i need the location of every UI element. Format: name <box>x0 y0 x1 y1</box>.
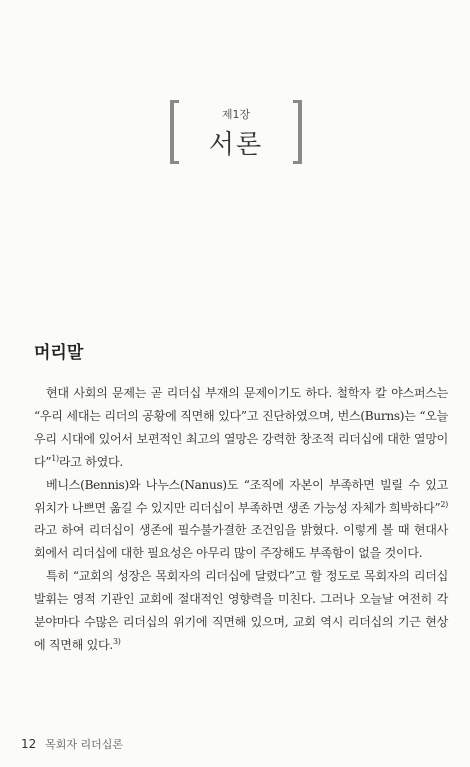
paragraph <box>34 382 448 474</box>
footnote-marker: 3) <box>112 636 121 646</box>
page-number: 12 <box>21 737 37 751</box>
text-run: 라고 하였다. <box>58 454 123 469</box>
footnote-marker: 2) <box>440 499 448 509</box>
running-title: 목회자 리더십론 <box>45 738 123 751</box>
text-run: 라고 하여 리더십이 생존에 필수불가결한 조건임을 밝혔다. 이렇게 볼 때 현대사회에서 리더십에 대한 필요성은 아무리 많이 주장해도 부족함이 없을 것이다. <box>34 523 448 561</box>
section-heading: 머리말 <box>34 343 84 363</box>
text-run: 베니스(Bennis)와 나누스(Nanus)도 “조직에 자본이 부족하면 빌릴 수 있고 위치가 나쁘면 옮길 수 있지만 리더십이 부족하면 생존 가능성 자체가 희박하다” <box>34 477 448 515</box>
footnote-marker: 1) <box>51 453 59 463</box>
page-footer <box>21 736 123 752</box>
chapter-number: 제1장 <box>221 108 251 121</box>
chapter-title: 서론 <box>208 130 264 160</box>
paragraph <box>34 474 448 566</box>
text-run: 현대 사회의 문제는 곧 리더십 부재의 문제이기도 하다. 철학자 칼 야스퍼스는 “우리 세대는 리더의 공황에 직면해 있다”고 진단하였으며, 번스(Burns)는 “오늘 우리 시대에 있어서 보편적인 최고의 열망은 강력한 창조적 리더십에 대한 열망이다” <box>34 386 448 469</box>
body-text <box>34 382 448 657</box>
paragraph <box>34 565 448 657</box>
chapter-header <box>170 100 302 164</box>
text-run: 특히 “교회의 성장은 목회자의 리더십에 달렸다”고 할 정도로 목회자의 리더십 발휘는 영적 기관인 교회에 절대적인 영향력을 미친다. 그러나 오늘날 여전히 각 분야마다 수많은 리더십의 위기에 직면해 있으며, 교회 역시 리더십의 기근 현상에 직면해 있다. <box>34 569 448 652</box>
